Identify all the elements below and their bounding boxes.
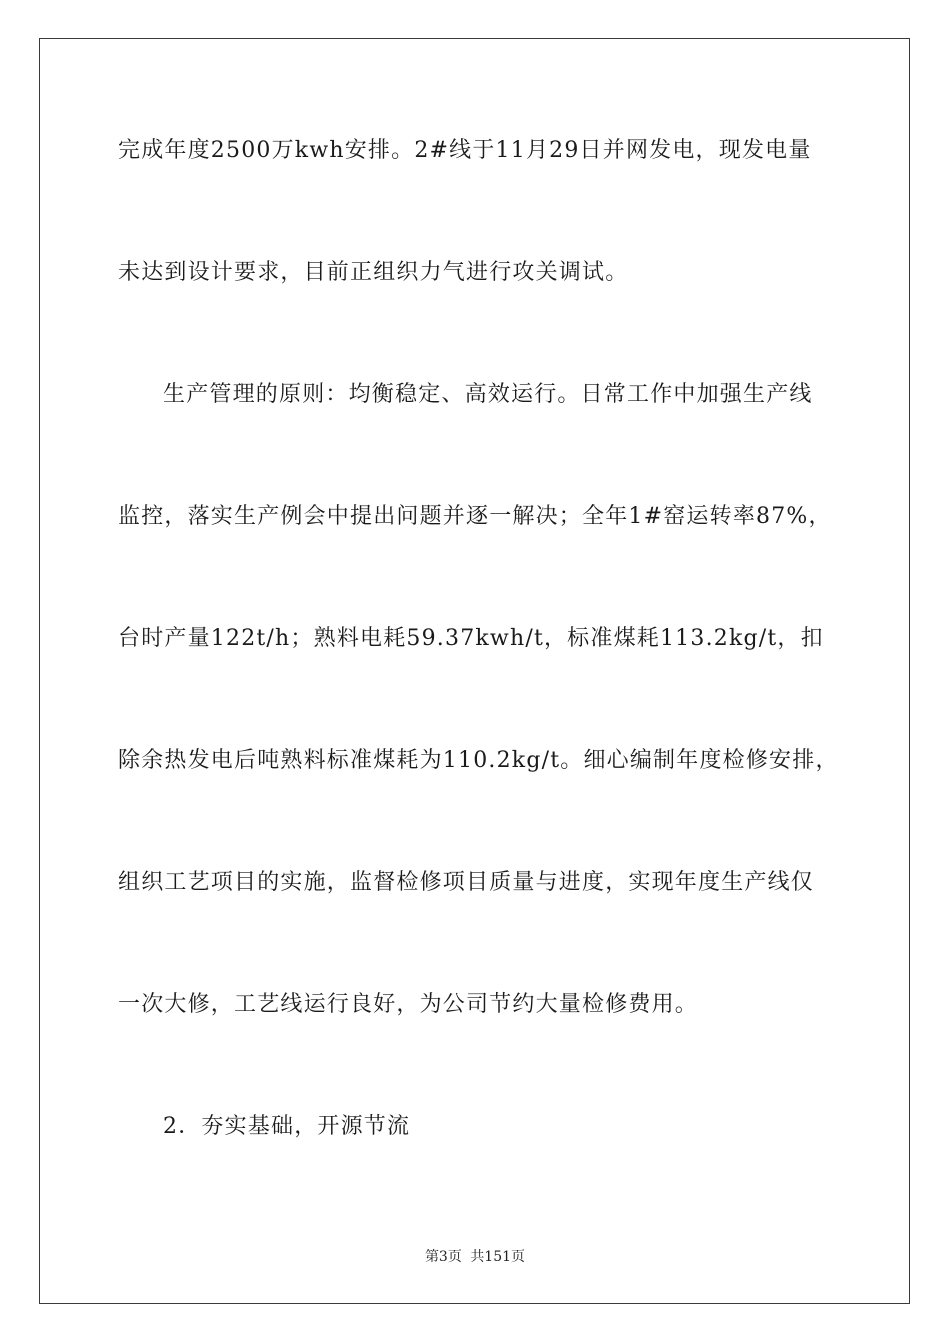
current-page: 第3页 [424,1249,462,1265]
page-footer [0,1248,950,1266]
section-heading: 2．夯实基础，开源节流 [163,1114,411,1139]
text-line: 除余热发电后吨熟料标准煤耗为110.2kg/t。细心编制年度检修安排， [118,748,839,773]
text-line: 组织工艺项目的实施，监督检修项目质量与进度，实现年度生产线仅 [118,870,815,895]
total-pages: 共151页 [470,1249,526,1265]
text-line: 完成年度2500万kwh安排。2#线于11月29日并网发电，现发电量 [118,138,812,163]
text-line: 未达到设计要求，目前正组织力气进行攻关调试。 [118,260,629,285]
text-line: 台时产量122t/h；熟料电耗59.37kwh/t，标准煤耗113.2kg/t，扣 [118,626,824,651]
text-line: 一次大修，工艺线运行良好，为公司节约大量检修费用。 [118,992,699,1017]
text-line: 监控，落实生产例会中提出问题并逐一解决；全年1#窑运转率87%， [118,504,832,529]
text-line: 生产管理的原则：均衡稳定、高效运行。日常工作中加强生产线 [163,382,813,407]
